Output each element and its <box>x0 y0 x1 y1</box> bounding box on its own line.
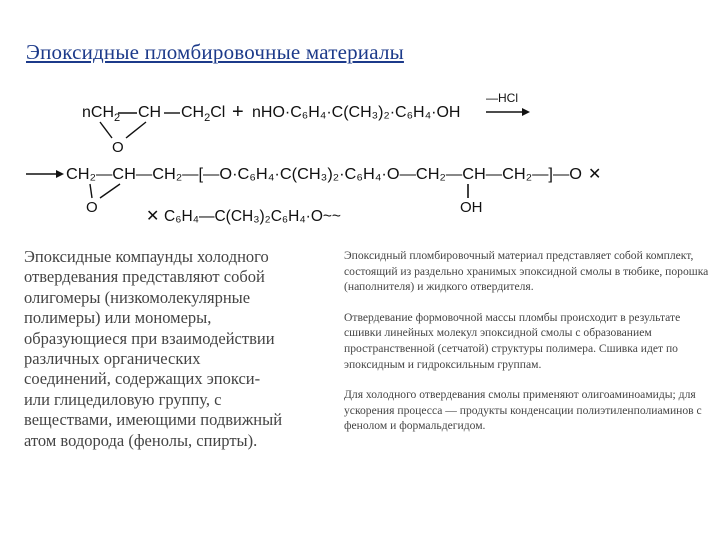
text-line: атом водорода (фенолы, спирты). <box>24 430 258 450</box>
arrow-head <box>56 170 64 178</box>
paragraph-composition: Эпоксидный пломбировочный материал представляет собой комплект, состоящий из раздельно хранимых эпоксидной смолы в тюбике, порошка (наполнителя) и жидкого отвердителя. <box>344 249 709 294</box>
epoxide-oxygen: O <box>112 139 124 156</box>
text-line: Эпоксидные компаунды холодного <box>24 247 269 266</box>
ch2cl-group: $CH_2Cl$ <box>181 104 226 124</box>
ch-group: CH <box>138 104 162 121</box>
cross-mark: ✕ <box>146 208 160 225</box>
epoxide-oxygen: O <box>86 199 98 216</box>
reactant-epichlorohydrin: nCH$_2$ <box>82 104 121 124</box>
text-line: различных органических <box>24 349 201 369</box>
text-line: или глицедиловую группу, с <box>24 389 222 409</box>
text-line: соединений, содержащих эпокси- <box>24 369 261 389</box>
polymer-tail: C₆H₄—C(CH₃)₂C₆H₄·O~~ <box>164 208 341 225</box>
text-line: отвердевания представляют собой <box>24 267 265 287</box>
arrow-head <box>522 108 530 116</box>
reaction-scheme <box>0 80 720 230</box>
text-line: олигомеры (низкомолекулярные <box>24 287 251 307</box>
epoxide-bond-right <box>126 122 146 138</box>
paragraph-curing: Отвердевание формовочной массы пломбы происходит в результате сшивки линейных молекул эпоксидной смолы с образованием пространственной (сетчатой) структуры полимера. Сшивка идет по эпоксидным и гидроксильным группам. <box>344 310 681 371</box>
arrow-label: —HCl <box>486 91 518 105</box>
epoxide-bond-left <box>100 122 112 138</box>
left-paragraph <box>24 247 334 451</box>
epoxide-bond-left <box>90 184 92 198</box>
polymer-chain: CH₂—CH—CH₂—[—O·C₆H₄·C(CH₃)₂·C₆H₄·O—CH₂—CH—CH₂—]—O <box>66 166 582 183</box>
text-line: образующиеся при взаимодействии <box>24 328 275 348</box>
epoxide-bond-right <box>100 184 120 198</box>
right-column <box>344 248 712 449</box>
cross-mark: ✕ <box>588 166 602 183</box>
plus-sign: + <box>232 101 244 123</box>
reactant-bisphenol: nHO·C₆H₄·C(CH₃)₂·C₆H₄·OH <box>252 104 461 121</box>
page-title: Эпоксидные пломбировочные материалы <box>26 40 404 64</box>
hydroxyl-group: OH <box>460 199 483 216</box>
text-line: веществами, имеющими подвижный <box>24 410 283 430</box>
text-line: полимеры) или мономеры, <box>24 308 212 328</box>
paragraph-hardeners: Для холодного отвердевания смолы применяют олигоаминоамиды; для ускорения процесса — продукты конденсации полиэтиленполиаминов с фенолом и формальдегидом. <box>344 388 702 433</box>
